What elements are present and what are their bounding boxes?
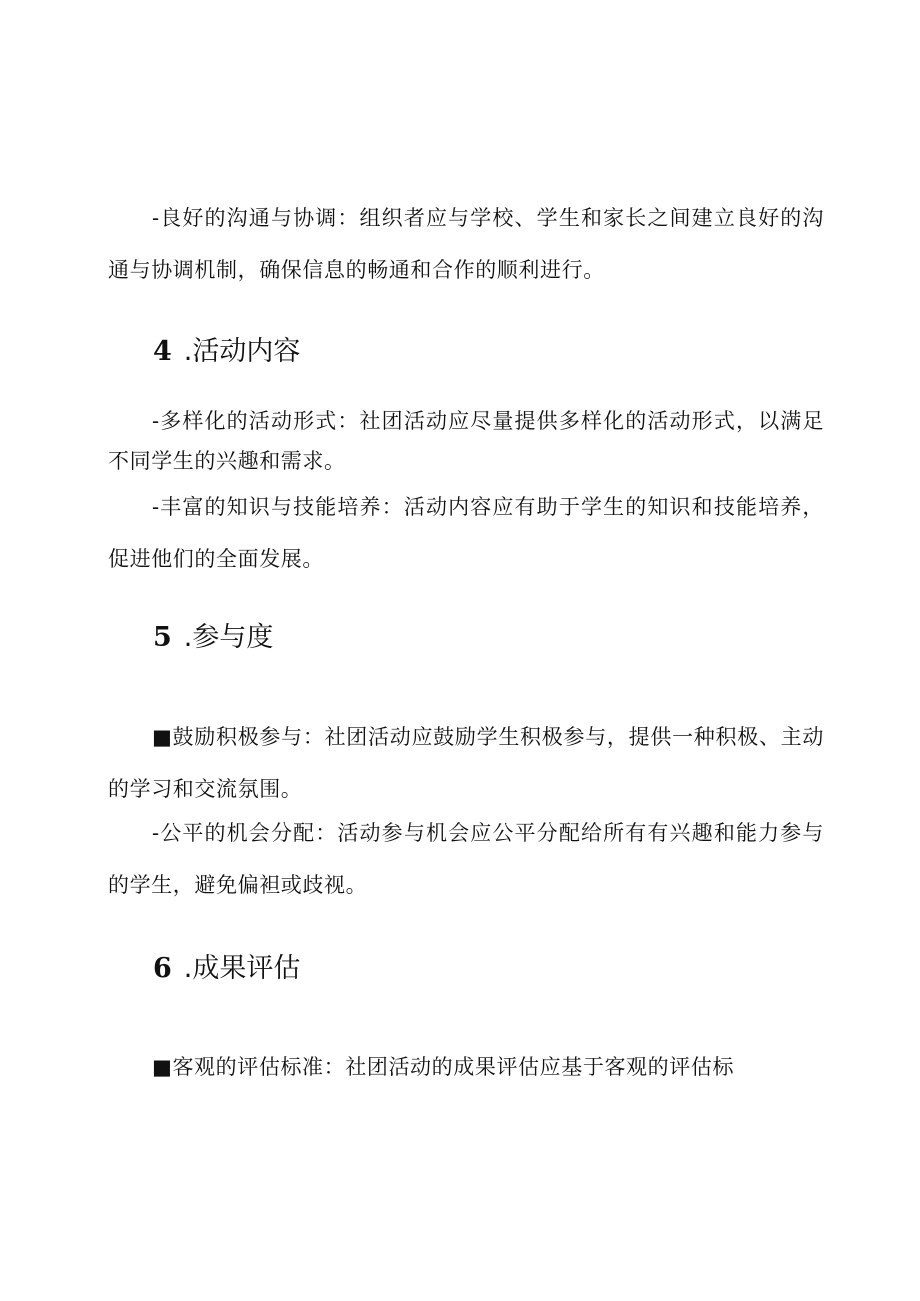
- section-title: .参与度: [183, 622, 274, 653]
- section-number: 6: [153, 953, 172, 984]
- paragraph-diverse-forms: -多样化的活动形式：社团活动应尽量提供多样化的活动形式，以满足不同学生的兴趣和需求。: [108, 409, 824, 473]
- paragraph-fair-opportunity: -公平的机会分配：活动参与机会应公平分配给所有有兴趣和能力参与的学生，避免偏袒或歧视。: [108, 821, 824, 897]
- section-heading-activity-content: [153, 334, 300, 370]
- paragraph-communication: -良好的沟通与协调：组织者应与学校、学生和家长之间建立良好的沟通与协调机制，确保信息的畅通和合作的顺利进行。: [108, 206, 824, 282]
- section-title: .成果评估: [183, 953, 301, 984]
- section-number: 4: [153, 336, 172, 367]
- paragraph-knowledge-skills: -丰富的知识与技能培养：活动内容应有助于学生的知识和技能培养，促进他们的全面发展。: [108, 495, 824, 571]
- section-number: 5: [153, 622, 172, 653]
- section-heading-participation: [153, 620, 273, 656]
- section-heading-outcome-evaluation: [153, 951, 300, 987]
- paragraph-objective-standards: ■客观的评估标准：社团活动的成果评估应基于客观的评估标: [152, 1055, 735, 1079]
- section-title: .活动内容: [183, 336, 301, 367]
- paragraph-encourage-participation: ■鼓励积极参与：社团活动应鼓励学生积极参与，提供一种积极、主动的学习和交流氛围。: [108, 725, 824, 801]
